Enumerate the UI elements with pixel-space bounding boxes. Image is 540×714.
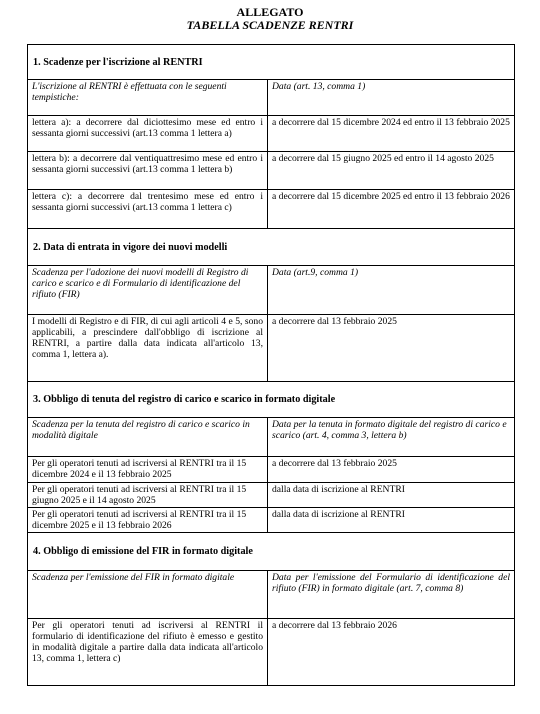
- table-cell: Per gli operatori tenuti ad iscriversi al RENTRI tra il 15 dicembre 2024 e il 13 febbraio 2025: [28, 457, 268, 483]
- table-cell: dalla data di iscrizione al RENTRI: [268, 483, 515, 508]
- table-row: [28, 483, 515, 508]
- table-cell: a decorrere dal 13 febbraio 2025: [268, 315, 515, 382]
- table-cell: a decorrere dal 13 febbraio 2025: [268, 457, 515, 483]
- scadenze-table: [27, 44, 515, 686]
- table-header-row: [28, 80, 515, 116]
- section-1-head-left: L'iscrizione al RENTRI è effettuata con le seguenti tempistiche:: [28, 80, 268, 116]
- table-row: [28, 315, 515, 382]
- table-row: [28, 116, 515, 152]
- section-title-row: [28, 229, 515, 266]
- table-cell: Per gli operatori tenuti ad iscriversi al RENTRI il formulario di identificazione del rifiuto è emesso e gestito in modalità digitale a partire dalla data indicata all'articolo 13, comma 1, lettera c): [28, 619, 268, 686]
- section-4-title: 4. Obbligo di emissione del FIR in formato digitale: [28, 533, 515, 571]
- table-row: [28, 508, 515, 533]
- section-3-title: 3. Obbligo di tenuta del registro di carico e scarico in formato digitale: [28, 382, 515, 418]
- table-cell: lettera b): a decorrere dal ventiquattresimo mese ed entro i sessanta giorni successivi (art.13 comma 1 lettera b): [28, 152, 268, 190]
- table-row: [28, 190, 515, 229]
- section-2-head-left: Scadenza per l'adozione dei nuovi modelli di Registro di carico e scarico e di Formulario di identificazione del rifiuto (FIR): [28, 266, 268, 315]
- table-cell: dalla data di iscrizione al RENTRI: [268, 508, 515, 533]
- table-cell: a decorrere dal 15 dicembre 2025 ed entro il 13 febbraio 2026: [268, 190, 515, 229]
- section-title-row: [28, 45, 515, 80]
- table-cell: a decorrere dal 15 giugno 2025 ed entro il 14 agosto 2025: [268, 152, 515, 190]
- section-1-head-right: Data (art. 13, comma 1): [268, 80, 515, 116]
- table-row: [28, 152, 515, 190]
- table-header-row: [28, 418, 515, 457]
- table-cell: lettera c): a decorrere dal trentesimo mese ed entro i sessanta giorni successivi (art.13 comma 1 lettera c): [28, 190, 268, 229]
- table-row: [28, 457, 515, 483]
- table-cell: lettera a): a decorrere dal diciottesimo mese ed entro i sessanta giorni successivi (art.13 comma 1 lettera a): [28, 116, 268, 152]
- section-1-title: 1. Scadenze per l'iscrizione al RENTRI: [28, 45, 515, 80]
- section-3-head-left: Scadenza per la tenuta del registro di carico e scarico in modalità digitale: [28, 418, 268, 457]
- section-title-row: [28, 533, 515, 571]
- section-title-row: [28, 382, 515, 418]
- table-row: [28, 619, 515, 686]
- table-header-row: [28, 266, 515, 315]
- section-2-head-right: Data (art.9, comma 1): [268, 266, 515, 315]
- document-subtitle: TABELLA SCADENZE RENTRI: [186, 18, 354, 32]
- section-2-title: 2. Data di entrata in vigore dei nuovi modelli: [28, 229, 515, 266]
- table-cell: Per gli operatori tenuti ad iscriversi al RENTRI tra il 15 dicembre 2025 e il 13 febbraio 2026: [28, 508, 268, 533]
- table-header-row: [28, 571, 515, 619]
- section-4-head-right: Data per l'emissione del Formulario di identificazione del rifiuto (FIR) in formato digitale (art. 7, comma 8): [268, 571, 515, 619]
- document-title: ALLEGATO: [236, 5, 304, 19]
- section-3-head-right: Data per la tenuta in formato digitale del registro di carico e scarico (art. 4, comma 3, lettera b): [268, 418, 515, 457]
- table-cell: a decorrere dal 13 febbraio 2026: [268, 619, 515, 686]
- section-4-head-left: Scadenza per l'emissione del FIR in formato digitale: [28, 571, 268, 619]
- table-cell: Per gli operatori tenuti ad iscriversi al RENTRI tra il 15 giugno 2025 e il 14 agosto 2025: [28, 483, 268, 508]
- table-cell: a decorrere dal 15 dicembre 2024 ed entro il 13 febbraio 2025: [268, 116, 515, 152]
- table-cell: I modelli di Registro e di FIR, di cui agli articoli 4 e 5, sono applicabili, a prescindere dall'obbligo di iscrizione al RENTRI, a partire dalla data indicata all'articolo 13, comma 1, lettera a).: [28, 315, 268, 382]
